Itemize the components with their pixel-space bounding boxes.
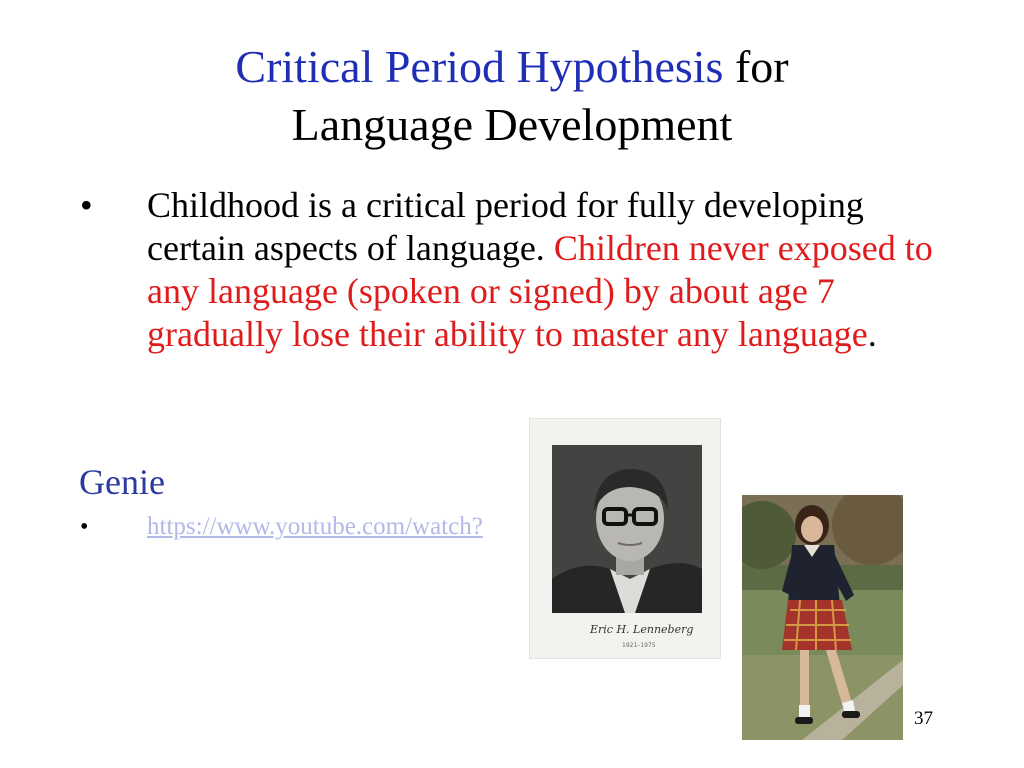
portrait-image: [530, 419, 720, 658]
title-highlight: Critical Period Hypothesis: [235, 41, 724, 92]
slide-title: [0, 38, 1024, 154]
genie-bullet-marker: •: [80, 514, 89, 540]
genie-heading: Genie: [79, 462, 165, 502]
bullet-text-red: Children never exposed to any language (spoken or signed) by about age 7 gradually lose their ability to master any language: [147, 228, 933, 354]
page-number: 37: [914, 708, 933, 729]
bullet-marker: •: [80, 185, 93, 225]
svg-text:Eric H. Lenneberg: Eric H. Lenneberg: [590, 623, 694, 636]
portrait-photo: [530, 419, 720, 658]
main-bullet: [80, 184, 940, 356]
title-line2: Language Development: [291, 99, 733, 150]
bullet-text: [147, 184, 940, 356]
youtube-link-visible: https://www.youtube.com/watch?: [147, 513, 483, 540]
bullet-text-black: Childhood is a critical period for fully developing certain aspects of language.: [147, 185, 864, 268]
bullet-text-end: .: [867, 314, 877, 354]
svg-text:1921–1975: 1921–1975: [622, 642, 656, 649]
girl-photo: [742, 495, 903, 740]
girl-image: [742, 495, 903, 740]
title-for: for: [723, 41, 789, 92]
